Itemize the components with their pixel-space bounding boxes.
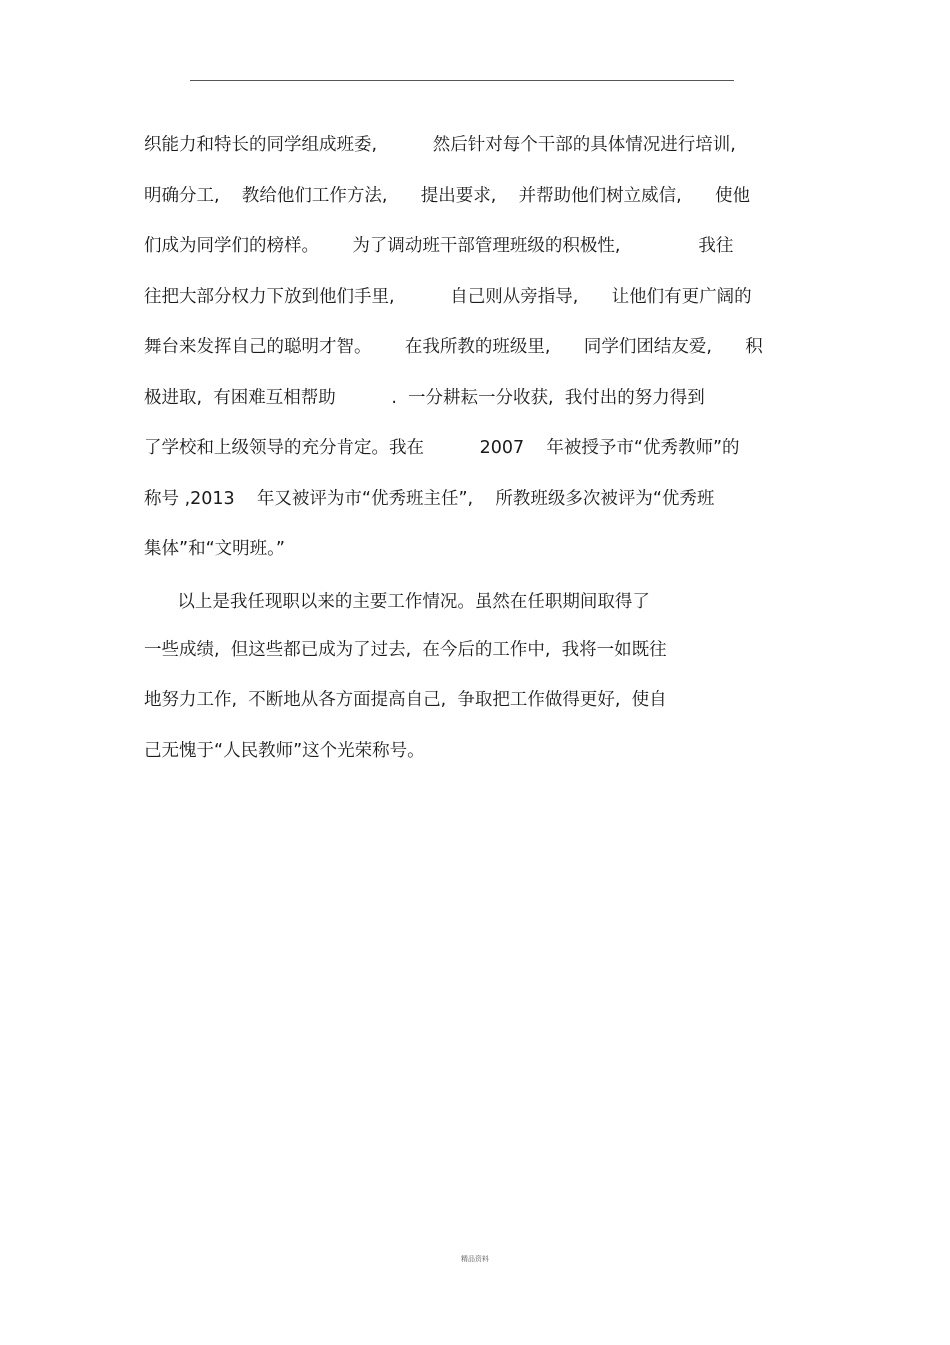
text-line: 以上是我任现职以来的主要工作情况。虽然在任职期间取得了 [144,592,650,612]
text-line: 地努力工作, 不断地从各方面提高自己, 争取把工作做得更好, 使自 [144,690,667,710]
text-line: 织能力和特长的同学组成班委, 然后针对每个干部的具体情况进行培训, [144,135,736,155]
page-footer: 精品资料 [461,1255,489,1263]
text-line: 往把大部分权力下放到他们手里, 自己则从旁指导, 让他们有更广阔的 [144,287,752,307]
text-line: 们成为同学们的榜样。 为了调动班干部管理班级的积极性, 我往 [144,236,734,256]
text-line: 己无愧于“人民教师”这个光荣称号。 [144,741,425,761]
text-line: 一些成绩, 但这些都已成为了过去, 在今后的工作中, 我将一如既往 [144,640,667,660]
text-line: 极进取, 有困难互相帮助 . 一分耕耘一分收获, 我付出的努力得到 [144,388,705,408]
text-line: 了学校和上级领导的充分肯定。我在 2007 年被授予市“优秀教师”的 [144,438,740,458]
header-rule [190,80,734,81]
text-line: 集体”和“文明班。” [144,539,285,559]
text-line: 明确分工, 教给他们工作方法, 提出要求, 并帮助他们树立威信, 使他 [144,186,751,206]
text-line: 称号 ,2013 年又被评为市“优秀班主任”, 所教班级多次被评为“优秀班 [144,489,715,509]
text-line: 舞台来发挥自己的聪明才智。 在我所教的班级里, 同学们团结友爱, 积 [144,337,763,357]
